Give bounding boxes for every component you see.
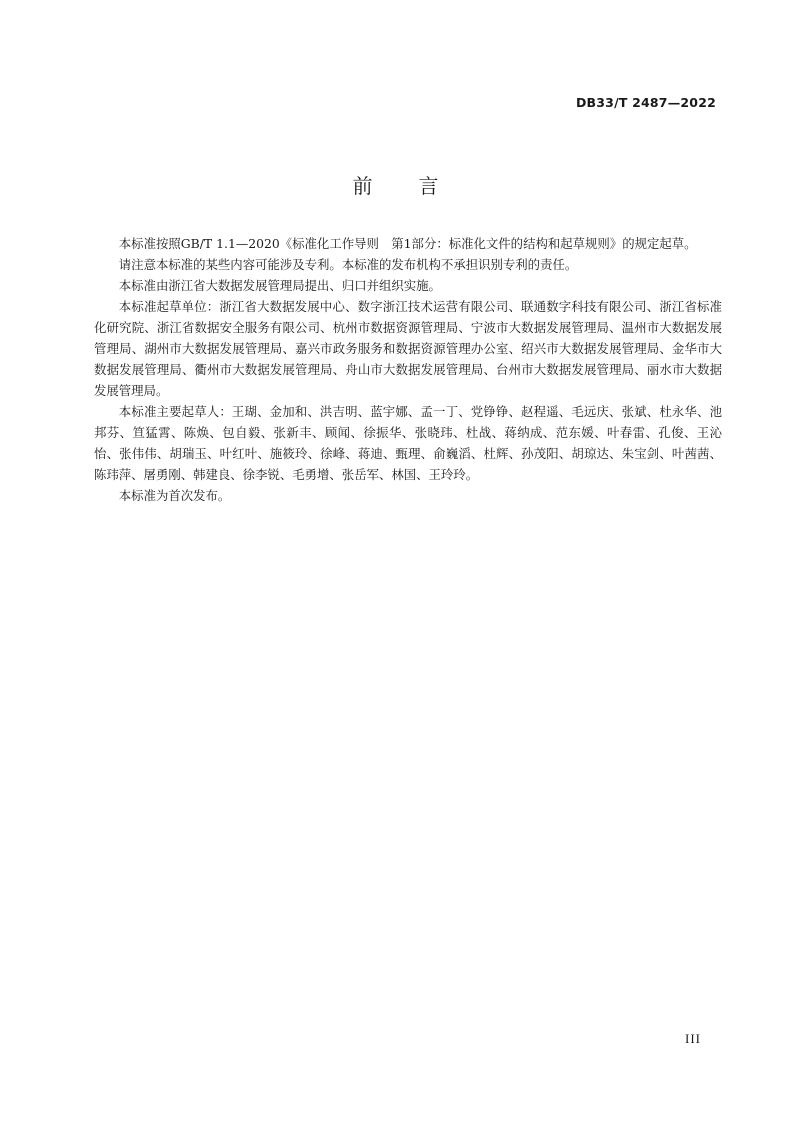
page-number: III bbox=[685, 1031, 701, 1046]
section-title: 前 言 bbox=[352, 174, 441, 198]
paragraph-proposer: 本标准由浙江省大数据发展管理局提出、归口并组织实施。 bbox=[118, 278, 441, 293]
paragraph-drafters: 本标准主要起草人：王瑚、金加和、洪吉明、蓝宇娜、孟一丁、党铮铮、赵程遥、毛远庆、张斌、杜永华、池邦芬、笪猛霄、陈焕、包自毅、张新丰、顾闻、徐振华、张晓玮、杜战、蒋纳成、范东媛、叶春雷、孔俊、王沁怡、张伟伟、胡瑞玉、叶红叶、施筱玲、徐峰、蒋迪、甄理、俞巍滔、杜辉、孙茂阳、胡琼达、朱宝剑、叶茜茜、陈玮萍、屠勇刚、韩建良、徐李锐、毛勇增、张岳军、林国、王玲玲。 bbox=[94, 404, 722, 482]
paragraph-patent-notice: 请注意本标准的某些内容可能涉及专利。本标准的发布机构不承担识别专利的责任。 bbox=[118, 257, 578, 272]
foreword-body bbox=[94, 233, 722, 506]
paragraph-drafting-rules: 本标准按照GB/T 1.1—2020《标准化工作导则 第1部分：标准化文件的结构和起草规则》的规定起草。 bbox=[118, 236, 697, 251]
paragraph-first-release: 本标准为首次发布。 bbox=[118, 488, 231, 503]
paragraph-drafting-units: 本标准起草单位：浙江省大数据发展中心、数字浙江技术运营有限公司、联通数字科技有限公司、浙江省标准化研究院、浙江省数据安全服务有限公司、杭州市数据资源管理局、宁波市大数据发展管理局、温州市大数据发展管理局、湖州市大数据发展管理局、嘉兴市政务服务和数据资源管理办公室、绍兴市大数据发展管理局、金华市大数据发展管理局、衢州市大数据发展管理局、舟山市大数据发展管理局、台州市大数据发展管理局、丽水市大数据发展管理局。 bbox=[94, 299, 722, 398]
document-code: DB33/T 2487—2022 bbox=[575, 95, 716, 110]
